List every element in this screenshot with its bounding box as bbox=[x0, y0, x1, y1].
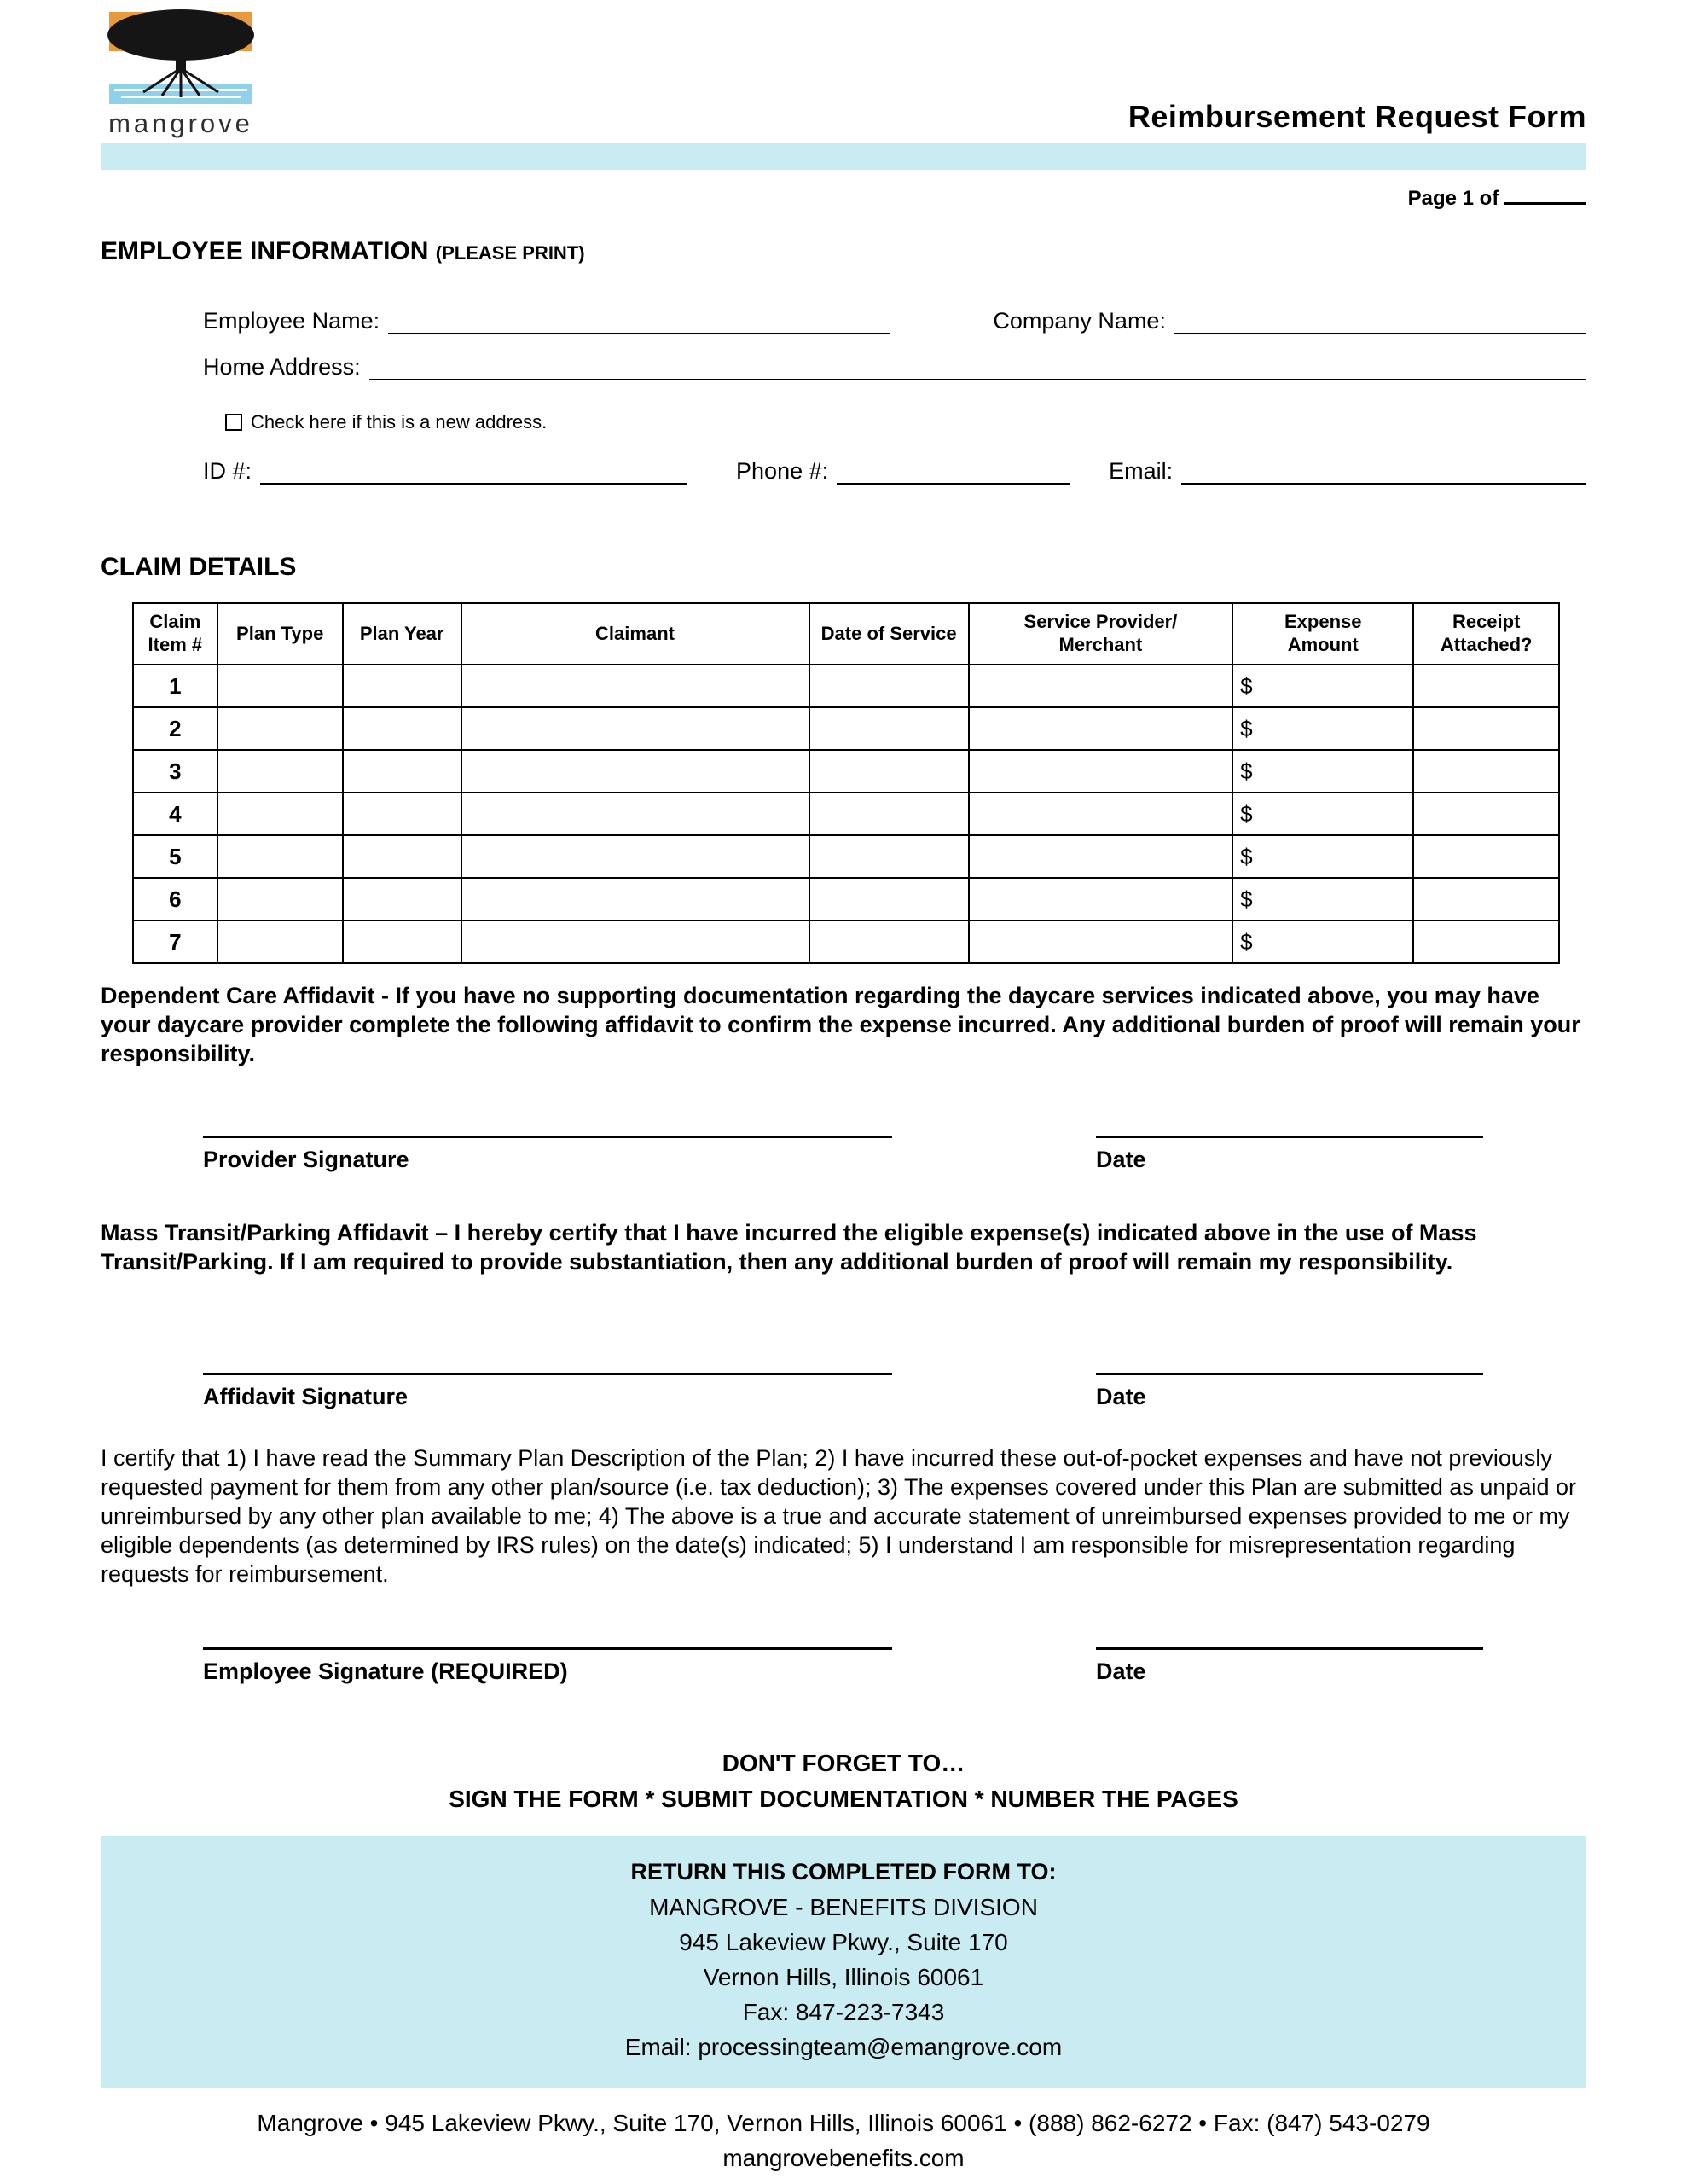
page-number-label: Page 1 of bbox=[1407, 187, 1499, 210]
return-box-line: MANGROVE - BENEFITS DIVISION bbox=[649, 1894, 1038, 1920]
page-number-row bbox=[1408, 183, 1586, 211]
receipt-attached-cell[interactable] bbox=[1413, 878, 1559, 921]
table-header-row bbox=[133, 603, 1559, 665]
return-box-line: Vernon Hills, Illinois 60061 bbox=[703, 1964, 984, 1990]
receipt-attached-cell[interactable] bbox=[1413, 835, 1559, 878]
new-address-checkbox[interactable] bbox=[225, 414, 242, 431]
claim-item-number: 6 bbox=[133, 878, 217, 921]
id-field[interactable] bbox=[260, 456, 687, 485]
company-name-field[interactable] bbox=[1174, 305, 1586, 334]
expense-amount-cell[interactable] bbox=[1232, 921, 1413, 963]
claimant-cell[interactable] bbox=[461, 878, 809, 921]
employee-date-line[interactable] bbox=[1096, 1621, 1483, 1650]
service-provider-cell[interactable] bbox=[969, 750, 1232, 793]
dollar-sign: $ bbox=[1240, 672, 1253, 699]
receipt-attached-cell[interactable] bbox=[1413, 665, 1559, 707]
dependent-care-affidavit-text: Dependent Care Affidavit - If you have no supporting documentation regarding the daycare services indicated above, you may have your daycare provider complete the following affidavit to confirm the expense incurred. Any additional burden of proof will remain your responsibility. bbox=[101, 983, 1580, 1066]
table-row bbox=[133, 793, 1559, 835]
provider-signature-label: Provider Signature bbox=[203, 1147, 409, 1172]
dollar-sign: $ bbox=[1240, 886, 1253, 912]
col-claim-item: Claim Item # bbox=[133, 603, 217, 665]
expense-amount-cell[interactable] bbox=[1232, 665, 1413, 707]
receipt-attached-cell[interactable] bbox=[1413, 793, 1559, 835]
date-of-service-cell[interactable] bbox=[809, 750, 969, 793]
col-claimant: Claimant bbox=[461, 603, 809, 665]
mangrove-logo bbox=[96, 7, 266, 139]
claimant-cell[interactable] bbox=[461, 750, 809, 793]
claim-details-heading: CLAIM DETAILS bbox=[101, 553, 297, 581]
table-row bbox=[133, 878, 1559, 921]
dollar-sign: $ bbox=[1240, 928, 1253, 955]
mangrove-tree-logo-icon bbox=[104, 7, 258, 107]
expense-amount-cell[interactable] bbox=[1232, 707, 1413, 750]
table-row bbox=[133, 921, 1559, 963]
company-name-label: Company Name: bbox=[993, 308, 1166, 334]
header-accent-bar bbox=[101, 143, 1586, 170]
expense-amount-cell[interactable] bbox=[1232, 835, 1413, 878]
claimant-cell[interactable] bbox=[461, 921, 809, 963]
plan-year-cell[interactable] bbox=[343, 878, 461, 921]
table-row bbox=[133, 665, 1559, 707]
date-of-service-cell[interactable] bbox=[809, 793, 969, 835]
provider-signature-line[interactable] bbox=[203, 1109, 892, 1138]
plan-type-cell[interactable] bbox=[217, 665, 343, 707]
claim-item-number: 2 bbox=[133, 707, 217, 750]
footer-website: mangrovebenefits.com bbox=[722, 2145, 965, 2171]
claim-details-table bbox=[132, 602, 1560, 964]
affidavit-date-label: Date bbox=[1096, 1384, 1146, 1409]
provider-date-label: Date bbox=[1096, 1147, 1146, 1172]
plan-year-cell[interactable] bbox=[343, 921, 461, 963]
expense-amount-cell[interactable] bbox=[1232, 793, 1413, 835]
reminder-line-1: DON'T FORGET TO… bbox=[722, 1750, 965, 1776]
plan-type-cell[interactable] bbox=[217, 878, 343, 921]
date-of-service-cell[interactable] bbox=[809, 665, 969, 707]
service-provider-cell[interactable] bbox=[969, 921, 1232, 963]
provider-date-line[interactable] bbox=[1096, 1109, 1483, 1138]
mass-transit-affidavit-text: Mass Transit/Parking Affidavit – I hereby certify that I have incurred the eligible expense(s) indicated above in the use of Mass Transit/Parking. If I am required to provide substantiation, then any additional burden of proof will remain my responsibility. bbox=[101, 1220, 1477, 1275]
date-of-service-cell[interactable] bbox=[809, 835, 969, 878]
id-label: ID #: bbox=[203, 458, 252, 484]
affidavit-signature-line[interactable] bbox=[203, 1346, 892, 1375]
new-address-label: Check here if this is a new address. bbox=[251, 411, 548, 433]
date-of-service-cell[interactable] bbox=[809, 707, 969, 750]
date-of-service-cell[interactable] bbox=[809, 921, 969, 963]
table-row bbox=[133, 707, 1559, 750]
home-address-label: Home Address: bbox=[203, 354, 361, 380]
new-address-row bbox=[225, 411, 547, 433]
id-phone-email-row bbox=[203, 456, 1586, 485]
plan-type-cell[interactable] bbox=[217, 750, 343, 793]
footer-contact-line: Mangrove • 945 Lakeview Pkwy., Suite 170, Vernon Hills, Illinois 60061 • (888) 862-6272 • Fax: (847) 543-0279 bbox=[257, 2110, 1430, 2136]
page-title: Reimbursement Request Form bbox=[1128, 99, 1586, 134]
claim-item-number: 4 bbox=[133, 793, 217, 835]
affidavit-date-line[interactable] bbox=[1096, 1346, 1483, 1375]
dollar-sign: $ bbox=[1240, 800, 1253, 827]
plan-year-cell[interactable] bbox=[343, 665, 461, 707]
employee-name-label: Employee Name: bbox=[203, 308, 380, 334]
employee-signature-line[interactable] bbox=[203, 1621, 892, 1650]
date-of-service-cell[interactable] bbox=[809, 878, 969, 921]
reminder-line-2: SIGN THE FORM * SUBMIT DOCUMENTATION * NUMBER THE PAGES bbox=[449, 1786, 1238, 1812]
receipt-attached-cell[interactable] bbox=[1413, 921, 1559, 963]
col-receipt-attached: Receipt Attached? bbox=[1413, 603, 1559, 665]
page-count-blank[interactable] bbox=[1504, 183, 1586, 205]
claimant-cell[interactable] bbox=[461, 793, 809, 835]
employee-name-field[interactable] bbox=[388, 305, 890, 334]
return-address-box bbox=[101, 1836, 1586, 2088]
receipt-attached-cell[interactable] bbox=[1413, 750, 1559, 793]
receipt-attached-cell[interactable] bbox=[1413, 707, 1559, 750]
return-box-line: Fax: 847-223-7343 bbox=[742, 1999, 945, 2025]
expense-amount-cell[interactable] bbox=[1232, 878, 1413, 921]
dollar-sign: $ bbox=[1240, 758, 1253, 784]
employee-info-heading bbox=[101, 237, 585, 266]
dollar-sign: $ bbox=[1240, 843, 1253, 869]
please-print-note: (PLEASE PRINT) bbox=[435, 242, 585, 264]
name-row bbox=[203, 305, 1586, 334]
return-box-line: 945 Lakeview Pkwy., Suite 170 bbox=[679, 1929, 1008, 1955]
table-row bbox=[133, 750, 1559, 793]
reminder-block bbox=[101, 1745, 1586, 1817]
col-plan-type: Plan Type bbox=[217, 603, 343, 665]
service-provider-cell[interactable] bbox=[969, 835, 1232, 878]
plan-type-cell[interactable] bbox=[217, 707, 343, 750]
employee-info-heading-text: EMPLOYEE INFORMATION bbox=[101, 237, 429, 265]
employee-date-label: Date bbox=[1096, 1658, 1146, 1684]
service-provider-cell[interactable] bbox=[969, 878, 1232, 921]
affidavit-signature-label: Affidavit Signature bbox=[203, 1384, 409, 1409]
plan-year-cell[interactable] bbox=[343, 835, 461, 878]
service-provider-cell[interactable] bbox=[969, 793, 1232, 835]
claim-item-number: 1 bbox=[133, 665, 217, 707]
plan-type-cell[interactable] bbox=[217, 835, 343, 878]
phone-field[interactable] bbox=[837, 456, 1070, 485]
claim-item-number: 7 bbox=[133, 921, 217, 963]
phone-label: Phone #: bbox=[736, 458, 829, 484]
plan-year-cell[interactable] bbox=[343, 793, 461, 835]
col-service-provider: Service Provider/ Merchant bbox=[969, 603, 1232, 665]
affidavit-signature-block bbox=[101, 1346, 1586, 1423]
plan-year-cell[interactable] bbox=[343, 707, 461, 750]
plan-year-cell[interactable] bbox=[343, 750, 461, 793]
plan-type-cell[interactable] bbox=[217, 793, 343, 835]
claimant-cell[interactable] bbox=[461, 835, 809, 878]
table-row bbox=[133, 835, 1559, 878]
employee-signature-label: Employee Signature (REQUIRED) bbox=[203, 1658, 568, 1684]
footer bbox=[0, 2106, 1687, 2175]
home-address-field[interactable] bbox=[369, 351, 1586, 380]
col-expense-amount: Expense Amount bbox=[1232, 603, 1413, 665]
service-provider-cell[interactable] bbox=[969, 707, 1232, 750]
return-box-heading: RETURN THIS COMPLETED FORM TO: bbox=[630, 1859, 1057, 1885]
claim-item-number: 5 bbox=[133, 835, 217, 878]
expense-amount-cell[interactable] bbox=[1232, 750, 1413, 793]
claim-item-number: 3 bbox=[133, 750, 217, 793]
address-row bbox=[203, 351, 1586, 380]
email-label: Email: bbox=[1109, 458, 1174, 484]
return-box-line: Email: processingteam@emangrove.com bbox=[624, 2034, 1063, 2060]
certification-text: I certify that 1) I have read the Summary Plan Description of the Plan; 2) I have incurred these out-of-pocket expenses and have not previously requested payment for them from any other plan/source (i.e. tax deduction); 3) The expenses covered under this Plan are submitted as unpaid or unreimbursed by any other plan available to me; 4) The above is a true and accurate statement of unreimbursed expenses provided to me or my eligible dependents (as determined by IRS rules) on the date(s) indicated; 5) I understand I am responsible for misrepresentation regarding requests for reimbursement. bbox=[101, 1445, 1576, 1587]
email-field[interactable] bbox=[1181, 456, 1586, 485]
logo-wordmark: mangrove bbox=[108, 108, 253, 138]
dollar-sign: $ bbox=[1240, 715, 1253, 741]
col-plan-year: Plan Year bbox=[343, 603, 461, 665]
provider-signature-block bbox=[101, 1109, 1586, 1186]
claimant-cell[interactable] bbox=[461, 665, 809, 707]
employee-signature-block bbox=[101, 1621, 1586, 1698]
service-provider-cell[interactable] bbox=[969, 665, 1232, 707]
plan-type-cell[interactable] bbox=[217, 921, 343, 963]
col-date-of-service: Date of Service bbox=[809, 603, 969, 665]
claimant-cell[interactable] bbox=[461, 707, 809, 750]
